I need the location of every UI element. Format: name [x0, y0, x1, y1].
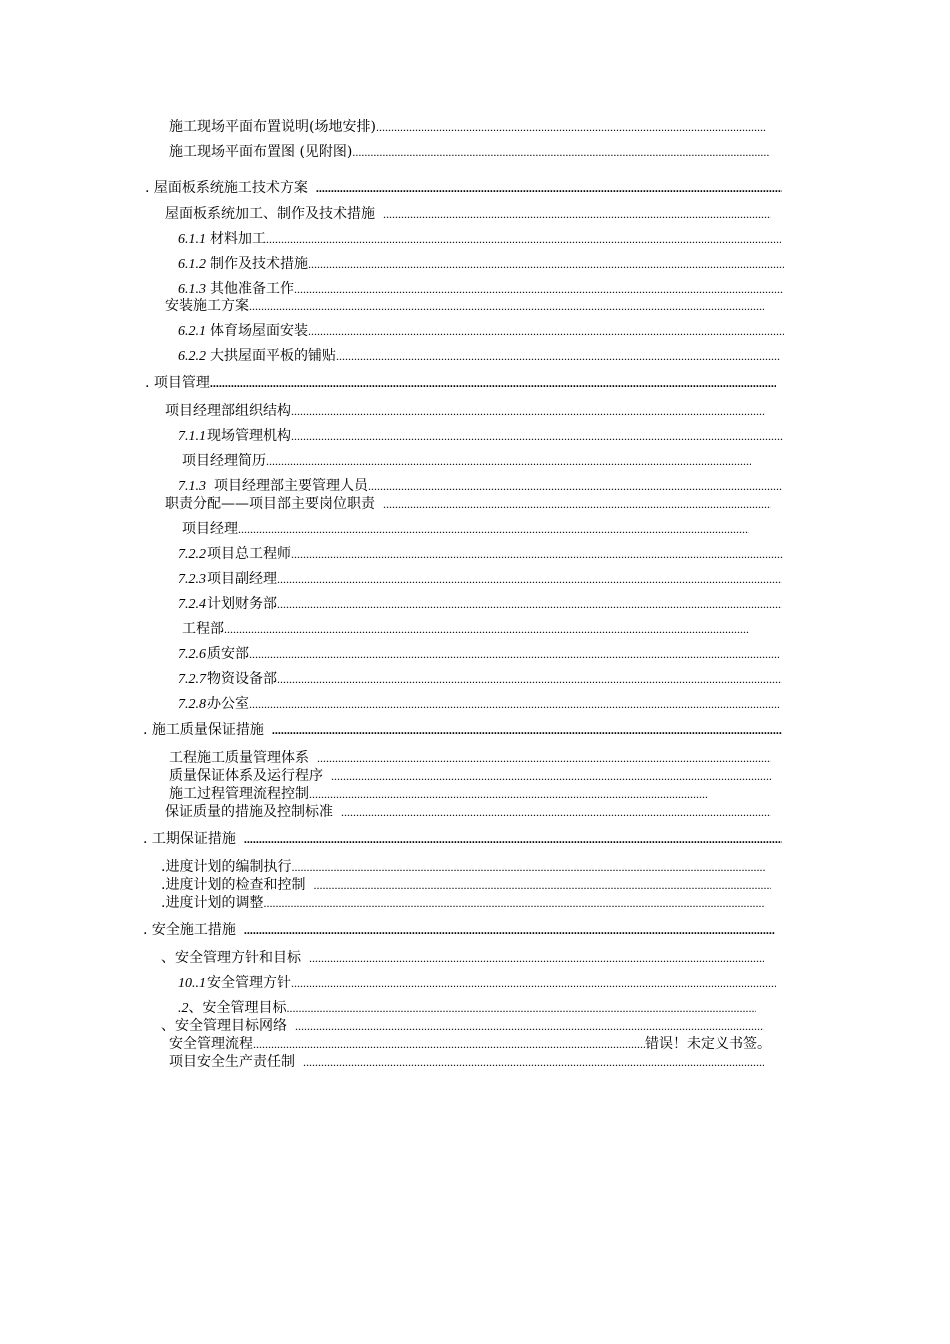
dot-leader — [291, 545, 783, 563]
dot-leader — [224, 620, 749, 638]
toc-entry[interactable] — [178, 645, 780, 664]
toc-entry[interactable] — [169, 143, 769, 161]
toc-entry[interactable] — [178, 347, 780, 366]
toc-entry-text: 、安全管理目标 — [188, 1000, 287, 1016]
toc-entry-number: 6.2.2 — [178, 349, 206, 364]
dot-leader — [249, 297, 764, 315]
toc-entry-number: 6.1.1 — [178, 232, 206, 247]
toc-section-heading[interactable] — [143, 921, 775, 939]
dot-leader — [313, 876, 771, 894]
toc-entry[interactable] — [178, 255, 784, 274]
toc-entry[interactable] — [161, 858, 765, 876]
toc-entry[interactable] — [178, 477, 782, 496]
toc-entry-text: 安全管理流程 — [169, 1036, 253, 1052]
dot-leader — [308, 255, 784, 273]
toc-entry[interactable] — [169, 1053, 764, 1071]
toc-section-heading[interactable] — [145, 179, 782, 197]
toc-entry-number: 7.1.1 — [178, 429, 206, 444]
toc-entry[interactable] — [161, 949, 764, 967]
toc-entry-text: . 安全施工措施 — [143, 922, 236, 938]
toc-entry-text: 、安全管理目标网络 — [161, 1018, 287, 1034]
dot-leader — [266, 230, 781, 248]
dot-leader — [277, 670, 782, 688]
dot-leader — [376, 118, 766, 136]
dot-leader — [249, 695, 780, 713]
toc-entry[interactable] — [169, 1035, 771, 1053]
toc-entry[interactable] — [169, 118, 766, 136]
toc-entry[interactable] — [178, 595, 782, 614]
toc-entry-text: 项目经理部组织结构 — [165, 403, 291, 419]
toc-section-heading[interactable] — [145, 374, 776, 392]
toc-entry-text: 屋面板系统加工、制作及技术措施 — [165, 206, 375, 222]
dot-leader — [244, 921, 775, 939]
toc-entry[interactable] — [169, 749, 771, 767]
toc-entry-text: 项目经理部主要管理人员 — [214, 478, 368, 494]
toc-entry-text: . 屋面板系统施工技术方案 — [145, 180, 308, 196]
dot-leader — [341, 803, 771, 821]
dot-leader — [352, 143, 769, 161]
toc-entry-text: 质量保证体系及运行程序 — [169, 768, 323, 784]
toc-entry-number: 10..1 — [178, 976, 206, 991]
toc-entry-text: 保证质量的措施及控制标准 — [165, 804, 333, 820]
dot-leader — [383, 205, 771, 223]
toc-entry[interactable] — [169, 767, 771, 785]
toc-entry[interactable] — [165, 205, 771, 223]
toc-entry[interactable] — [182, 452, 751, 470]
dot-leader — [291, 402, 765, 420]
toc-entry-text: . 项目管理 — [145, 375, 210, 391]
toc-entry[interactable] — [182, 620, 749, 638]
toc-entry-text: .进度计划的编制执行 — [161, 859, 292, 875]
toc-entry-text: 材料加工 — [210, 231, 266, 247]
toc-entry[interactable] — [165, 495, 771, 513]
toc-entry-text: 项目安全生产责任制 — [169, 1054, 295, 1070]
toc-entry-text: 物资设备部 — [207, 671, 277, 687]
toc-section-heading[interactable] — [143, 830, 782, 848]
dot-leader — [294, 280, 783, 298]
toc-error-text: 错误！未定义书签。 — [645, 1036, 771, 1052]
dot-leader — [266, 452, 751, 470]
toc-entry-number: 7.1.3 — [178, 479, 206, 494]
toc-entry-text: 体育场屋面安装 — [210, 323, 308, 339]
toc-entry-text: 、安全管理方针和目标 — [161, 950, 301, 966]
toc-entry[interactable] — [182, 520, 749, 538]
toc-section-heading[interactable] — [143, 721, 782, 739]
dot-leader — [295, 1017, 764, 1035]
toc-entry-text: 工程部 — [182, 621, 224, 637]
dot-leader — [263, 894, 765, 912]
dot-leader — [309, 949, 764, 967]
toc-entry-text: 施工现场平面布置图 (见附图) — [169, 144, 353, 160]
toc-entry-text: 职责分配——项目部主要岗位职责 — [165, 496, 375, 512]
toc-entry-text: 项目经理 — [182, 521, 238, 537]
dot-leader — [287, 999, 757, 1017]
toc-entry-number: 6.2.1 — [178, 324, 206, 339]
toc-entry[interactable] — [178, 570, 782, 589]
toc-entry-text: 其他准备工作 — [210, 281, 294, 297]
dot-leader — [249, 645, 780, 663]
toc-entry-number: 7.2.7 — [178, 672, 206, 687]
toc-entry-number: 7.2.2 — [178, 547, 206, 562]
toc-entry[interactable] — [161, 894, 765, 912]
toc-entry-text: 安装施工方案 — [165, 298, 249, 314]
dot-leader — [336, 347, 780, 365]
dot-leader — [316, 179, 782, 197]
toc-entry-number: 7.2.3 — [178, 572, 206, 587]
dot-leader — [238, 520, 749, 538]
dot-leader — [277, 595, 782, 613]
toc-entry[interactable] — [178, 322, 784, 341]
toc-entry[interactable] — [178, 230, 781, 249]
dot-leader — [368, 477, 782, 495]
toc-entry-text: 现场管理机构 — [207, 428, 291, 444]
toc-entry-text: . 工期保证措施 — [143, 831, 236, 847]
toc-entry[interactable] — [161, 1017, 764, 1035]
toc-entry-number: 6.1.2 — [178, 257, 206, 272]
toc-entry-text: 办公室 — [207, 696, 249, 712]
dot-leader — [331, 767, 771, 785]
toc-entry[interactable] — [178, 695, 780, 714]
toc-entry-number: 7.2.8 — [178, 697, 206, 712]
toc-entry[interactable] — [178, 974, 776, 993]
dot-leader — [244, 830, 782, 848]
toc-entry-text: .进度计划的调整 — [161, 895, 264, 911]
toc-entry-text: 大拱屋面平板的铺贴 — [210, 348, 336, 364]
toc-entry-text: 项目副经理 — [207, 571, 277, 587]
toc-entry[interactable] — [165, 402, 765, 420]
toc-entry[interactable] — [178, 999, 756, 1018]
toc-entry[interactable] — [165, 803, 771, 821]
dot-leader — [253, 1035, 645, 1053]
dot-leader — [383, 495, 771, 513]
toc-entry-text: .进度计划的检查和控制 — [161, 877, 306, 893]
toc-entry[interactable] — [178, 670, 782, 689]
toc-entry-text: 制作及技术措施 — [210, 256, 308, 272]
toc-entry-number: 7.2.4 — [178, 597, 206, 612]
toc-entry-text: 施工过程管理流程控制 — [169, 786, 309, 802]
toc-entry-text: . 施工质量保证措施 — [143, 722, 264, 738]
toc-entry-text: 项目总工程师 — [207, 546, 291, 562]
toc-entry[interactable] — [178, 545, 783, 564]
toc-entry-text: 安全管理方针 — [207, 975, 291, 991]
dot-leader — [291, 427, 783, 445]
dot-leader — [210, 374, 776, 392]
dot-leader — [303, 1053, 764, 1071]
toc-entry-number: .2 — [178, 1001, 189, 1016]
toc-entry[interactable] — [161, 876, 771, 894]
dot-leader — [309, 785, 707, 803]
dot-leader — [291, 974, 776, 992]
toc-entry-number: 7.2.6 — [178, 647, 206, 662]
dot-leader — [291, 858, 765, 876]
toc-entry-number: 6.1.3 — [178, 282, 206, 297]
dot-leader — [317, 749, 771, 767]
toc-entry-text: 质安部 — [207, 646, 249, 662]
dot-leader — [308, 322, 784, 340]
toc-entry-text: 工程施工质量管理体系 — [169, 750, 309, 766]
toc-entry-text: 施工现场平面布置说明(场地安排) — [169, 119, 376, 135]
toc-entry-text: 项目经理简历 — [182, 453, 266, 469]
dot-leader — [277, 570, 782, 588]
toc-entry[interactable] — [165, 297, 764, 315]
toc-entry[interactable] — [178, 427, 783, 446]
toc-entry-text: 计划财务部 — [207, 596, 277, 612]
dot-leader — [272, 721, 782, 739]
toc-entry[interactable] — [169, 785, 707, 803]
